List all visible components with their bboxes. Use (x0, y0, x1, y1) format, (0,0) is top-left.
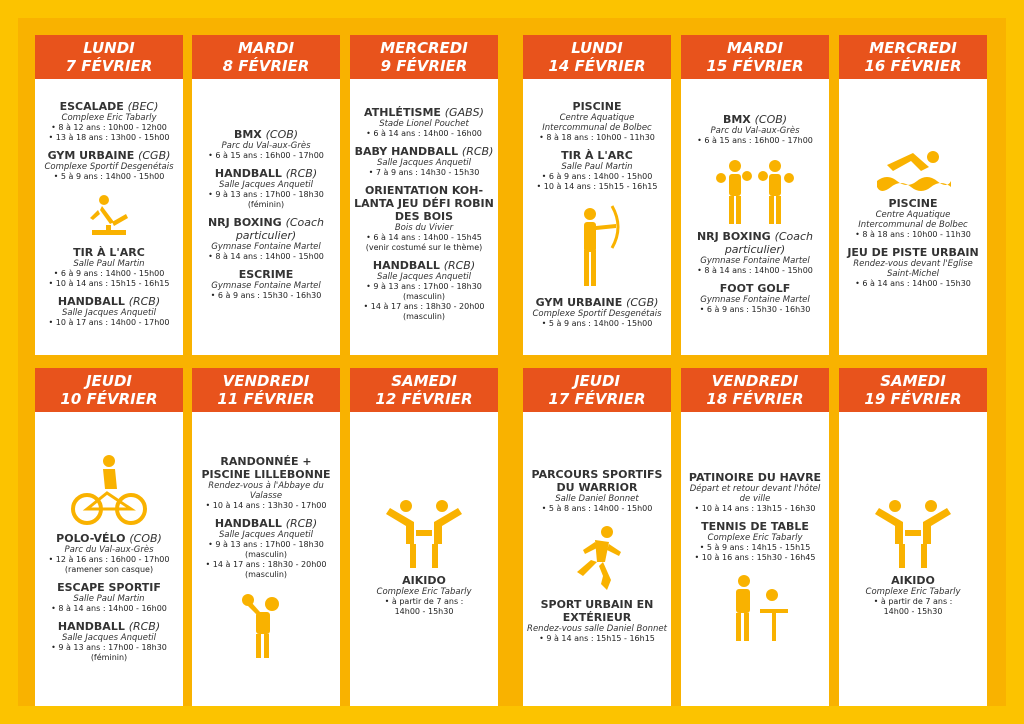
day-name: SAMEDI (880, 372, 946, 390)
activity-title (843, 574, 983, 587)
activity-title (39, 246, 179, 259)
day-card (35, 368, 183, 706)
day-name: LUNDI (571, 39, 623, 57)
activity-name: GYM URBAINE (47, 149, 135, 162)
day-date: 7 FÉVRIER (65, 57, 153, 75)
activity-name: BMX (722, 113, 751, 126)
day-date: 14 FÉVRIER (548, 57, 646, 75)
activity-schedule-line: • 8 à 14 ans : 14h00 - 15h00 (208, 251, 324, 261)
activity-place: Parc du Val-aux-Grès (710, 126, 800, 136)
activity-schedule-line: (masculin) (402, 312, 446, 321)
activity-name: HANDBALL (214, 516, 282, 530)
activity (354, 145, 494, 178)
activity-schedule-line: • 12 à 16 ans : 16h00 - 17h00 (48, 555, 170, 564)
activity-name: HANDBALL (57, 620, 125, 633)
activity-schedule-line: • à partir de 7 ans : (873, 596, 953, 606)
pingpong-icon (685, 573, 825, 643)
day-card (523, 368, 671, 706)
activity-schedule-line: • 6 à 9 ans : 14h00 - 15h00 (53, 269, 165, 278)
activity-place: Départ et retour devant l'hôtel de ville (689, 484, 821, 504)
activity-schedule-line: • 10 à 14 ans : 13h15 - 16h30 (694, 504, 816, 513)
activity-name: SPORT URBAIN EN EXTÉRIEUR (540, 598, 654, 624)
activity (685, 230, 825, 276)
activity-schedule-line: (ramener son casque) (64, 565, 154, 574)
activity-schedule-line: • 6 à 15 ans : 16h00 - 17h00 (208, 150, 324, 160)
activity-name: BMX (233, 127, 262, 141)
activity-schedule-line: • 9 à 13 ans : 17h00 - 18h30 (366, 282, 482, 291)
activity-schedule-line: • 7 à 9 ans : 14h30 - 15h30 (368, 168, 480, 177)
day-name: MARDI (237, 39, 295, 57)
activity-title (527, 598, 667, 624)
activity-title (196, 216, 336, 242)
activity-org: (RCB) (443, 259, 476, 272)
activity-schedule-line: • 5 à 9 ans : 14h15 - 15h15 (699, 543, 811, 552)
activity-title (685, 471, 825, 484)
day-date: 15 FÉVRIER (706, 57, 804, 75)
day-header (523, 368, 671, 412)
activity-name: PISCINE (572, 99, 622, 113)
activity-place: Bois du Vivier (394, 223, 454, 233)
day-card (192, 35, 340, 355)
activity-place: Salle Jacques Anquetil (218, 179, 314, 190)
activity-org: (Coach particulier) (235, 215, 325, 242)
activity-name: TIR À L'ARC (73, 246, 145, 259)
day-body (192, 79, 340, 355)
activity (527, 296, 667, 329)
activity (354, 184, 494, 253)
activity-schedule-line: • 10 à 14 ans : 15h15 - 16h15 (536, 181, 658, 191)
day-name: MARDI (726, 39, 784, 57)
activity-place: Centre Aquatique Intercommunal de Bolbec (858, 210, 968, 230)
activity-name: JEU DE PISTE URBAIN (847, 246, 979, 259)
day-name: JEUDI (573, 372, 621, 390)
day-date: 8 FÉVRIER (222, 57, 310, 75)
activity-schedule-line: • 9 à 14 ans : 15h15 - 16h15 (539, 634, 655, 643)
activity-name: ATHLÉTISME (364, 106, 441, 119)
activity-title (527, 296, 667, 309)
activity-name: GYM URBAINE (535, 295, 623, 309)
activity-schedule-line: • 8 à 18 ans : 10h00 - 11h30 (539, 132, 655, 142)
activity-title (354, 184, 494, 223)
activity-schedule-line: • 10 à 14 ans : 13h30 - 17h00 (205, 500, 327, 510)
activity-schedule-line: • 6 à 14 ans : 14h00 - 16h00 (366, 129, 482, 138)
activity-title (39, 620, 179, 633)
activity-place: Salle Jacques Anquetil (218, 529, 314, 540)
day-date: 11 FÉVRIER (217, 390, 315, 408)
activity-schedule-line: • 6 à 14 ans : 14h00 - 15h45 (366, 233, 482, 242)
day-card (839, 35, 987, 355)
activity-schedule-line: 14h00 - 15h30 (883, 606, 943, 616)
activity-schedule-line: • 14 à 17 ans : 18h30 - 20h00 (205, 559, 327, 569)
activity-title (843, 197, 983, 210)
activity (196, 517, 336, 580)
day-date: 18 FÉVRIER (706, 390, 804, 408)
activity (354, 106, 494, 139)
day-body (523, 412, 671, 706)
activity (685, 282, 825, 315)
activity-schedule-line: • 8 à 14 ans : 14h00 - 16h00 (51, 604, 167, 613)
day-card (350, 35, 498, 355)
activity-name: PATINOIRE DU HAVRE (688, 471, 822, 484)
activity-schedule-line: • 9 à 13 ans : 17h00 - 18h30 (208, 539, 324, 549)
activity-title (685, 113, 825, 126)
day-header (192, 35, 340, 79)
activity-place: Parc du Val-aux-Grès (221, 140, 311, 151)
activity-schedule-line: • 5 à 9 ans : 14h00 - 15h00 (53, 172, 165, 181)
activity-title (354, 574, 494, 587)
activity (843, 574, 983, 617)
activity-schedule-line: • 6 à 14 ans : 14h00 - 15h30 (855, 279, 971, 288)
day-body (839, 412, 987, 706)
activity-place: Rendez-vous salle Daniel Bonnet (527, 624, 667, 634)
activity (39, 295, 179, 328)
archer-icon (527, 202, 667, 292)
activity-title (527, 100, 667, 113)
day-body (350, 412, 498, 706)
day-date: 10 FÉVRIER (60, 390, 158, 408)
day-body (681, 412, 829, 706)
activity-place: Parc du Val-aux-Grès (64, 545, 154, 555)
activity-place: Gymnase Fontaine Martel (700, 295, 810, 305)
activity-schedule-line: • 6 à 9 ans : 14h00 - 15h00 (541, 171, 653, 181)
activity-title (685, 520, 825, 533)
activity (527, 149, 667, 192)
activity-place: Rendez-vous devant l'Eglise Saint-Michel (853, 259, 973, 279)
activity-name: ESCAPE SPORTIF (57, 581, 161, 594)
activity (354, 259, 494, 322)
activity-title (354, 106, 494, 119)
activity-place: Salle Jacques Anquetil (376, 272, 472, 282)
activity-place: Complexe Eric Tabarly (61, 113, 157, 123)
activity-name: AIKIDO (402, 573, 446, 587)
activity-title (527, 468, 667, 494)
activity-name: NRJ BOXING (207, 215, 282, 229)
activity-name: AIKIDO (891, 573, 935, 587)
activity-place: Salle Jacques Anquetil (376, 158, 472, 168)
activity (39, 581, 179, 614)
activity-schedule-line: (masculin) (244, 569, 288, 579)
day-body (350, 79, 498, 355)
activity (196, 216, 336, 262)
aikido-icon (843, 500, 983, 570)
boxing-icon (685, 156, 825, 226)
activity-title (39, 532, 179, 545)
activity-name: PISCINE (888, 197, 938, 210)
activity-org: (RCB) (128, 620, 161, 633)
activity-place: Rendez-vous à l'Abbaye du Valasse (208, 480, 324, 501)
activity-org: (GABS) (444, 106, 484, 119)
day-body (35, 412, 183, 706)
aikido-icon (354, 500, 494, 570)
day-card (681, 35, 829, 355)
activity-name: ORIENTATION KOH-LANTA JEU DÉFI ROBIN DES BOIS (354, 184, 494, 223)
activity-org: (RCB) (461, 145, 494, 158)
activity-title (196, 128, 336, 141)
activity-schedule-line: • 10 à 14 ans : 15h15 - 16h15 (48, 279, 170, 288)
activity-schedule-line: • à partir de 7 ans : (384, 596, 464, 606)
activity-place: Salle Paul Martin (73, 259, 145, 269)
day-header (523, 35, 671, 79)
activity-title (196, 268, 336, 281)
activity-place: Salle Daniel Bonnet (555, 494, 639, 504)
day-header (192, 368, 340, 412)
day-body (681, 79, 829, 355)
activity-org: (CGB) (138, 149, 171, 162)
activity-name: NRJ BOXING (696, 230, 771, 243)
activity-place: Complexe Sportif Desgenétais (44, 162, 174, 172)
activity (527, 598, 667, 644)
day-name: VENDREDI (222, 372, 310, 390)
activity (354, 574, 494, 617)
day-body (35, 79, 183, 355)
activity-schedule-line: • 8 à 14 ans : 14h00 - 15h00 (697, 266, 813, 275)
activity-schedule-line: • 5 à 9 ans : 14h00 - 15h00 (541, 318, 653, 328)
activity (39, 100, 179, 143)
activity-name: HANDBALL (57, 295, 125, 308)
day-date: 12 FÉVRIER (375, 390, 473, 408)
activity-schedule-line: (masculin) (244, 549, 288, 559)
activity-place: Complexe Eric Tabarly (865, 586, 961, 597)
day-card (192, 368, 340, 706)
activity-place: Gymnase Fontaine Martel (700, 256, 810, 266)
activity (39, 532, 179, 575)
day-body (523, 79, 671, 355)
cyclist-icon (39, 453, 179, 528)
day-card (839, 368, 987, 706)
activity-org: (BEC) (127, 100, 159, 113)
activity-title (685, 230, 825, 256)
activity-schedule-line: (venir costumé sur le thème) (365, 243, 483, 252)
activity-org: (CGB) (626, 295, 659, 309)
swimmer-icon (843, 143, 983, 193)
activity-title (39, 295, 179, 308)
activity-name: RANDONNÉE + PISCINE LILLEBONNE (201, 454, 331, 481)
handball-icon (196, 590, 336, 660)
gymnast-icon (39, 192, 179, 242)
activity-title (354, 145, 494, 158)
activity-schedule-line: • 8 à 18 ans : 10h00 - 11h30 (855, 230, 971, 239)
day-name: VENDREDI (711, 372, 799, 390)
activity (527, 468, 667, 514)
activity-place: Complexe Sportif Desgenétais (532, 308, 662, 319)
activity-place: Salle Jacques Anquetil (61, 308, 157, 318)
activity-schedule-line: (féminin) (247, 199, 285, 209)
activity-name: PARCOURS SPORTIFS DU WARRIOR (531, 468, 663, 494)
activity-place: Centre Aquatique Intercommunal de Bolbec (542, 112, 652, 133)
day-header (681, 368, 829, 412)
activity-title (527, 149, 667, 162)
day-card (681, 368, 829, 706)
activity-schedule-line: • 5 à 8 ans : 14h00 - 15h00 (541, 504, 653, 513)
day-date: 19 FÉVRIER (864, 390, 962, 408)
activity-title (196, 517, 336, 530)
activity (196, 167, 336, 210)
activity-schedule-line: • 13 à 18 ans : 13h00 - 15h00 (48, 133, 170, 142)
activity-place: Gymnase Fontaine Martel (211, 280, 321, 291)
day-name: MERCREDI (380, 39, 468, 57)
activity-org: (Coach particulier) (724, 230, 814, 256)
activity (196, 128, 336, 161)
day-name: SAMEDI (391, 372, 457, 390)
activity-name: TIR À L'ARC (561, 148, 633, 162)
activity-place: Complexe Eric Tabarly (376, 586, 472, 597)
activity-name: TENNIS DE TABLE (701, 520, 809, 533)
activity-org: (COB) (265, 127, 299, 141)
runner-icon (527, 524, 667, 594)
activity (196, 268, 336, 301)
day-header (35, 35, 183, 79)
day-body (192, 412, 340, 706)
day-card (35, 35, 183, 355)
activity-title (843, 246, 983, 259)
activity-place: Complexe Eric Tabarly (707, 533, 803, 543)
activity-org: (RCB) (285, 516, 318, 530)
activity-schedule-line: • 6 à 9 ans : 15h30 - 16h30 (210, 290, 322, 300)
activity-schedule-line: • 9 à 13 ans : 17h00 - 18h30 (208, 189, 324, 199)
activity-schedule-line: (masculin) (402, 292, 446, 301)
activity-name: ESCRIME (238, 267, 294, 281)
day-body (839, 79, 987, 355)
day-header (35, 368, 183, 412)
activity-title (354, 259, 494, 272)
activity-title (39, 149, 179, 162)
activity-schedule-line: • 10 à 17 ans : 14h00 - 17h00 (48, 318, 170, 327)
activity-name: POLO-VÉLO (56, 532, 126, 545)
day-name: LUNDI (83, 39, 135, 57)
day-card (523, 35, 671, 355)
activity-title (39, 581, 179, 594)
day-header (350, 368, 498, 412)
activity-org: (COB) (129, 532, 162, 545)
activity (196, 455, 336, 511)
activity (685, 520, 825, 563)
activity-schedule-line: • 8 à 12 ans : 10h00 - 12h00 (51, 123, 167, 132)
activity-title (685, 282, 825, 295)
activity-schedule-line: • 14 à 17 ans : 18h30 - 20h00 (363, 302, 485, 311)
activity (39, 620, 179, 663)
day-header (839, 35, 987, 79)
activity (685, 113, 825, 146)
activity-schedule-line: (féminin) (90, 653, 128, 662)
activity-name: FOOT GOLF (719, 282, 791, 295)
activity (527, 100, 667, 143)
day-date: 9 FÉVRIER (380, 57, 468, 75)
activity-schedule-line: • 10 à 16 ans : 15h30 - 16h45 (694, 553, 816, 562)
activity-place: Salle Paul Martin (561, 161, 633, 172)
day-date: 16 FÉVRIER (864, 57, 962, 75)
activity-org: (COB) (754, 113, 788, 126)
activity (843, 197, 983, 240)
day-card (350, 368, 498, 706)
activity-schedule-line: • 6 à 9 ans : 15h30 - 16h30 (699, 305, 811, 314)
day-header (681, 35, 829, 79)
activity-title (39, 100, 179, 113)
activity (39, 246, 179, 289)
activity-place: Gymnase Fontaine Martel (211, 241, 321, 252)
activity-org: (RCB) (285, 166, 318, 180)
activity-schedule-line: • 6 à 15 ans : 16h00 - 17h00 (697, 136, 813, 145)
activity-place: Salle Jacques Anquetil (61, 633, 157, 643)
activity-schedule-line: 14h00 - 15h30 (394, 606, 454, 616)
day-header (350, 35, 498, 79)
activity-schedule-line: • 9 à 13 ans : 17h00 - 18h30 (51, 643, 167, 652)
activity-name: BABY HANDBALL (354, 145, 459, 158)
day-date: 17 FÉVRIER (548, 390, 646, 408)
day-name: MERCREDI (869, 39, 957, 57)
day-name: JEUDI (85, 372, 133, 390)
day-header (839, 368, 987, 412)
activity-place: Stade Lionel Pouchet (379, 119, 469, 129)
activity (39, 149, 179, 182)
activity (685, 471, 825, 514)
activity-place: Salle Paul Martin (73, 594, 145, 604)
activity-name: HANDBALL (214, 166, 282, 180)
activity-title (196, 455, 336, 481)
activity-title (196, 167, 336, 180)
activity (843, 246, 983, 289)
activity-org: (RCB) (128, 295, 161, 308)
activity-name: ESCALADE (59, 100, 124, 113)
activity-name: HANDBALL (372, 259, 440, 272)
